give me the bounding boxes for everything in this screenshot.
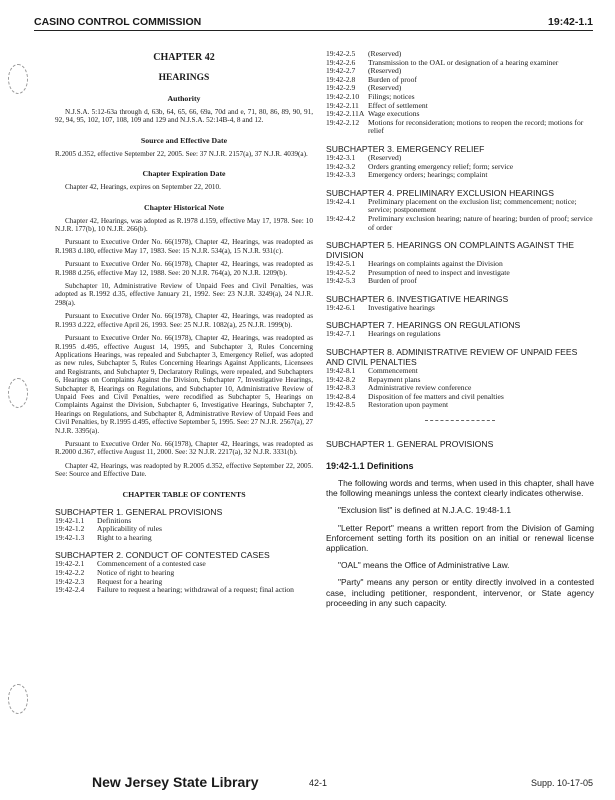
toc-item: 19:42-2.3 Request for a hearing bbox=[55, 576, 163, 586]
rule-paragraph: "Party" means any person or entity directly involved in a contested case, including petitioner, respondent, intervenor, or State agency proceeding in any such capacity. bbox=[326, 577, 594, 608]
history-paragraph: Chapter 42, Hearings, was readopted by R.2005 d.352, effective September 22, 2005. See: Source and Effective Date. bbox=[55, 461, 313, 479]
expiration-text: Chapter 42, Hearings, expires on September 22, 2010. bbox=[65, 183, 221, 192]
history-paragraph: Pursuant to Executive Order No. 66(1978), Chapter 42, Hearings, was readopted as R.2000 d.367, effective August 11, 2000. See: 32 N.J.R. 2217(a), 32 N.J.R. 3331(b). bbox=[55, 439, 313, 457]
rule-heading: 19:42-1.1 Definitions bbox=[326, 461, 414, 472]
toc-item: 19:42-8.2 Repayment plans bbox=[326, 374, 421, 384]
toc-subchapter-6: SUBCHAPTER 6. INVESTIGATIVE HEARINGS bbox=[326, 293, 509, 304]
toc-subchapter-4: SUBCHAPTER 4. PRELIMINARY EXCLUSION HEARINGS bbox=[326, 187, 554, 198]
toc-item: 19:42-2.10 Filings; notices bbox=[326, 91, 415, 101]
binder-hole-bottom bbox=[8, 684, 28, 714]
history-paragraph: Subchapter 10, Administrative Review of Unpaid Fees and Civil Penalties, was adopted as R.1992 d.35, effective January 21, 1992. See: 23 N.J.R. 3249(a), 24 N.J.R. 298(a). bbox=[55, 282, 313, 307]
left-column bbox=[55, 40, 313, 595]
toc-item: 19:42-4.1 Preliminary placement on the exclusion list; commencement; notice; service; postponement bbox=[326, 196, 577, 215]
history-paragraph: Pursuant to Executive Order No. 66(1978), Chapter 42, Hearings, was readopted as R.1988 d.256, effective May 12, 1988. See: 20 N.J.R. 764(a), 20 N.J.R. 1209(b). bbox=[55, 260, 313, 277]
rule-paragraph: The following words and terms, when used in this chapter, shall have the following meanings unless the context clearly indicates otherwise. bbox=[326, 478, 594, 499]
supplement-date: Supp. 10-17-05 bbox=[530, 778, 593, 788]
toc-subchapter-5: SUBCHAPTER 5. HEARINGS ON COMPLAINTS AGAINST THE DIVISION bbox=[326, 240, 574, 261]
authority-heading: Authority bbox=[167, 94, 201, 103]
section-divider bbox=[425, 420, 495, 421]
toc-item: 19:42-8.5 Restoration upon payment bbox=[326, 400, 449, 410]
page-number: 42-1 bbox=[309, 778, 328, 788]
toc-item: 19:42-4.2 Preliminary exclusion hearing; nature of hearing; burden of proof; service of order bbox=[326, 213, 593, 232]
toc-subchapter-3: SUBCHAPTER 3. EMERGENCY RELIEF bbox=[326, 143, 485, 154]
toc-subchapter-2: SUBCHAPTER 2. CONDUCT OF CONTESTED CASES bbox=[55, 550, 270, 561]
toc-item: 19:42-5.3 Burden of proof bbox=[326, 276, 417, 286]
toc-item: 19:42-7.1 Hearings on regulations bbox=[326, 329, 441, 339]
history-heading: Chapter Historical Note bbox=[144, 202, 224, 212]
toc-item: 19:42-2.5 (Reserved) bbox=[326, 49, 402, 58]
toc-item: 19:42-1.1 Definitions bbox=[55, 515, 132, 525]
toc-item: 19:42-2.11 Effect of settlement bbox=[326, 100, 428, 110]
toc-item: 19:42-5.1 Hearings on complaints against the Division bbox=[326, 259, 503, 269]
expiration-heading: Chapter Expiration Date bbox=[142, 169, 226, 179]
history-paragraph: Pursuant to Executive Order No. 66(1978), Chapter 42, Hearings, was readopted as R.1995 d.495, effective August 14, 1995, and Subchapter 3, Rules Concerning Applications Hearings, was repealed and Subchapter 3, Emergency Relief, was adopted as new rules, Subchapter 5, Rules Concerning Hearings Against Applicants, Licensees and Registrants, and Subchapter 9, Declaratory Rulings, were repealed, and Subchapters 6, Hearings on Complaints Against the Division, Subchapter 7, Investigative Hearings, Subchapter 8, Hearings on Regulations, and Subchapter 10, Administrative Review of Unpaid Fees and Civil Penalties, were recodified as Subchapter 5, Hearings on Complaints Against the Division, Subchapter 6, Investigative Hearings, Subchapter 7, Hearings on Regulations, and Subchapter 8, Administrative Review of Unpaid Fees and Civil Penalties, by R.1995 d.495, effective September 5, 1995. See: 27 N.J.R. 2567(a), 27 N.J.R. 3395(a). bbox=[55, 334, 313, 435]
toc-item: 19:42-2.2 Notice of right to hearing bbox=[55, 567, 175, 577]
toc-item: 19:42-5.2 Presumption of need to inspect and investigate bbox=[326, 267, 510, 277]
page-header bbox=[34, 10, 593, 32]
toc-item: 19:42-1.2 Applicability of rules bbox=[55, 524, 162, 534]
chapter-number: CHAPTER 42 bbox=[153, 52, 215, 63]
toc-subchapter-1: SUBCHAPTER 1. GENERAL PROVISIONS bbox=[55, 506, 223, 517]
history-paragraph: Pursuant to Executive Order No. 66(1978), Chapter 42, Hearings, was readopted as R.1993 d.222, effective April 26, 1993. See: 25 N.J.R. 1082(a), 25 N.J.R. 1999(b). bbox=[55, 312, 313, 329]
authority-text: N.J.S.A. 5:12-63a through d, 63b, 64, 65, 66, 69a, 70d and e, 71, 80, 86, 89, 90, 91, 92, 94, 95, 102, 107, 108, 109 and 129 and N.J.S.A. 52:14B-4, 8 and 12. bbox=[55, 108, 313, 125]
toc-item: 19:42-3.3 Emergency orders; hearings; complaint bbox=[326, 170, 488, 180]
toc-item: 19:42-8.4 Disposition of fee matters and civil penalties bbox=[326, 391, 504, 401]
binder-hole-middle bbox=[8, 378, 28, 408]
rule-paragraph: "Exclusion list" is defined at N.J.A.C. 19:48-1.1 bbox=[338, 505, 512, 516]
rule-paragraph: "Letter Report" means a written report from the Division of Gaming Enforcement setting forth its position on an initial or renewal license application. bbox=[326, 522, 594, 554]
toc-item: 19:42-2.1 Commencement of a contested case bbox=[55, 559, 206, 569]
toc-item: 19:42-1.3 Right to a hearing bbox=[55, 532, 152, 542]
right-column bbox=[326, 50, 594, 608]
header-section: 19:42-1.1 bbox=[548, 16, 593, 28]
toc-item: 19:42-2.4 Failure to request a hearing; withdrawal of a request; final action bbox=[55, 585, 294, 595]
toc-item: 19:42-2.8 Burden of proof bbox=[326, 74, 417, 84]
library-stamp: New Jersey State Library bbox=[92, 774, 259, 790]
source-heading: Source and Effective Date bbox=[140, 135, 228, 145]
toc-item: 19:42-8.3 Administrative review conference bbox=[326, 383, 472, 393]
toc-subchapter-8: SUBCHAPTER 8. ADMINISTRATIVE REVIEW OF UNPAID FEES AND CIVIL PENALTIES bbox=[326, 347, 578, 368]
toc-item: 19:42-3.2 Orders granting emergency relief; form; service bbox=[326, 161, 514, 171]
history-paragraph: Pursuant to Executive Order No. 66(1978), Chapter 42, Hearings, was readopted as R.1983 d.180, effective May 17, 1983. See: 15 N.J.R. 534(a), 15 N.J.R. 931(c). bbox=[55, 238, 313, 255]
toc-item: 19:42-2.11A Wage executions bbox=[326, 109, 420, 119]
toc-item: 19:42-6.1 Investigative hearings bbox=[326, 302, 435, 312]
rule-paragraph: "OAL" means the Office of Administrative Law. bbox=[338, 560, 510, 571]
toc-item: 19:42-3.1 (Reserved) bbox=[326, 152, 402, 162]
header-title: CASINO CONTROL COMMISSION bbox=[34, 16, 202, 28]
header-rule bbox=[34, 30, 593, 31]
source-text: R.2005 d.352, effective September 22, 2005. See: 37 N.J.R. 2157(a), 37 N.J.R. 4039(a). bbox=[55, 149, 308, 158]
history-paragraph: Chapter 42, Hearings, was adopted as R.1978 d.159, effective May 17, 1978. See: 10 N.J.R. 177(b), 10 N.J.R. 266(b). bbox=[55, 216, 313, 234]
toc-item: 19:42-2.7 (Reserved) bbox=[326, 66, 402, 76]
toc-item: 19:42-2.12 Motions for reconsideration; motions to reopen the record; motions for relief bbox=[326, 117, 584, 136]
toc-item: 19:42-8.1 Commencement bbox=[326, 366, 418, 376]
binder-hole-top bbox=[8, 64, 28, 94]
toc-heading: CHAPTER TABLE OF CONTENTS bbox=[122, 489, 246, 499]
body-subchapter-heading: SUBCHAPTER 1. GENERAL PROVISIONS bbox=[326, 439, 494, 450]
chapter-title: HEARINGS bbox=[158, 73, 210, 83]
toc-subchapter-7: SUBCHAPTER 7. HEARINGS ON REGULATIONS bbox=[326, 320, 521, 331]
toc-item: 19:42-2.6 Transmission to the OAL or designation of a hearing examiner bbox=[326, 57, 559, 67]
toc-item: 19:42-2.9 (Reserved) bbox=[326, 83, 402, 93]
